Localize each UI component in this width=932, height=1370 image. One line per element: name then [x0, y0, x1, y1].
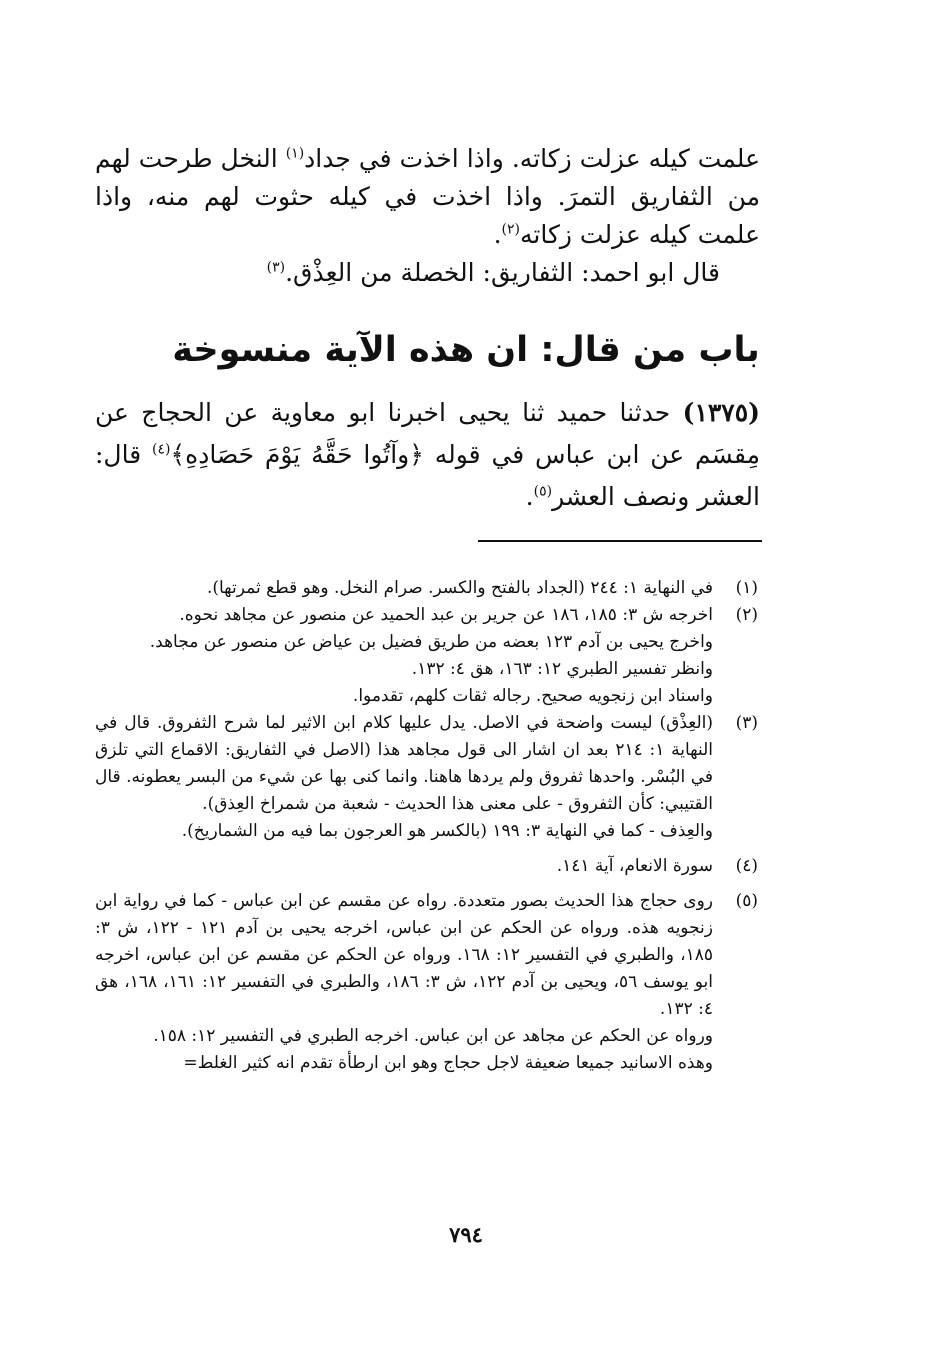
- footnote-body: [95, 853, 713, 880]
- footnote-line: واسناد ابن زنجويه صحيح. رجاله ثقات كلهم، تقدموا.: [352, 686, 713, 706]
- main-text-segment: .: [493, 220, 502, 249]
- main-paragraph: [95, 140, 760, 254]
- footnote-body: [95, 888, 713, 1077]
- main-text-segment: قال ابو احمد: الثفاريق: الخصلة من العِذْق.: [285, 258, 720, 287]
- main-text-segment: علمت كيله عزلت زكاته. واذا اخذت في جداد: [304, 144, 760, 173]
- footnote-line: واخرج يحيى بن آدم ١٢٣ بعضه من طريق فضيل بن عياض عن منصور عن مجاهد.: [149, 632, 713, 652]
- footnote: [95, 575, 758, 602]
- footnote-line: وانظر تفسير الطبري ١٢: ١٦٣، هق ٤: ١٣٢.: [411, 659, 713, 679]
- footnote-number: (٤): [735, 856, 758, 876]
- hadith-text: قال: العشر ونصف العشر: [95, 440, 760, 511]
- main-text-segment: النخل طرحت لهم من الثفاريق التمرَ. واذا اخذت في كيله حثوت لهم منه، واذا علمت كيله عزلت زكاته: [95, 144, 760, 249]
- footnote-body: [95, 575, 713, 602]
- main-paragraph: [95, 254, 760, 292]
- footnote-ref: (١): [285, 145, 305, 162]
- footnote-ref: (٤): [151, 441, 171, 458]
- hadith-block: [95, 392, 760, 518]
- footnote-line: اخرجه ش ٣: ١٨٥، ١٨٦ عن جرير بن عبد الحميد عن منصور عن مجاهد نحوه.: [179, 605, 713, 625]
- footnote: [95, 888, 758, 1077]
- footnote: [95, 710, 758, 845]
- page-number: ٧٩٤: [449, 1222, 483, 1247]
- footnote-body: [95, 602, 713, 710]
- footnote-line: روى حجاج هذا الحديث بصور متعددة. رواه عن مقسم عن ابن عباس - كما في رواية ابن زنجويه هذه. ورواه عن الحكم عن ابن عباس، اخرجه يحيى بن آدم ١٢١ - ١٢٢، ش ٣: ١٨٥، والطبري في التفسير ١٢: ١٦٨. ورواه عن الحكم عن مقسم عن ابن عباس، اخرجه ابو يوسف ٥٦، ويحيى بن آدم ١٢٢، ش ٣: ١٨٦، والطبري في التفسير ١٢: ١٦١، ١٦٨، هق ٤: ١٣٢.: [95, 891, 713, 1019]
- footnote-line: وهذه الاسانيد جميعا ضعيفة لاجل حجاج وهو ابن ارطأة تقدم انه كثير الغلط=: [183, 1053, 713, 1073]
- main-text: [95, 140, 760, 292]
- hadith-number: (١٣٧٥): [682, 398, 760, 427]
- hadith-paragraph: [95, 392, 760, 518]
- footnote-ref: (٣): [266, 259, 286, 276]
- footnote: [95, 602, 758, 710]
- footnote-number: (٥): [735, 891, 758, 911]
- footnote-line: في النهاية ١: ٢٤٤ (الجداد بالفتح والكسر. صرام النخل. وهو قطع ثمرتها).: [206, 578, 713, 598]
- footnotes: [95, 575, 758, 1077]
- hadith-text: حدثنا حميد ثنا يحيى اخبرنا ابو معاوية عن الحجاج عن مِقسَم عن ابن عباس في قوله ﴿وآتُوا حَقَّهُ يَوْمَ حَصَادِهِ﴾: [95, 398, 760, 469]
- footnote-number: (٣): [735, 713, 758, 733]
- footnote-ref: (٢): [501, 221, 520, 238]
- footnote-line: (العِذْق) ليست واضحة في الاصل. يدل عليها كلام ابن الاثير لما شرح الثفروق. قال في النهاية ١: ٢١٤ بعد ان اشار الى قول مجاهد هذا (الاصل في الثفاريق: الاقماع التي تلزق في البُسْر. واحدها ثفروق ولم يردها هاهنا. وانما كنى بها عن شيء من البسر يعطونه. قال القتيبي: كأن الثفروق - على معنى هذا الحديث - شعبة من شمراخ العِذق).: [95, 713, 713, 814]
- footnote: [95, 853, 758, 880]
- footnote-ref: (٥): [533, 483, 553, 500]
- footnote-separator: [478, 540, 762, 542]
- footnote-line: والعِذف - كما في النهاية ٣: ١٩٩ (بالكسر هو العرجون بما فيه من الشماريخ).: [181, 821, 713, 841]
- footnote-number: (٢): [735, 605, 758, 625]
- footnote-line: سورة الانعام، آية ١٤١.: [556, 856, 713, 876]
- hadith-text: .: [525, 482, 534, 511]
- footnote-number: (١): [735, 578, 758, 598]
- footnote-body: [95, 710, 713, 845]
- footnote-line: ورواه عن الحكم عن مجاهد عن ابن عباس. اخرجه الطبري في التفسير ١٢: ١٥٨.: [153, 1026, 713, 1046]
- chapter-title: باب من قال: ان هذه الآية منسوخة: [172, 330, 760, 370]
